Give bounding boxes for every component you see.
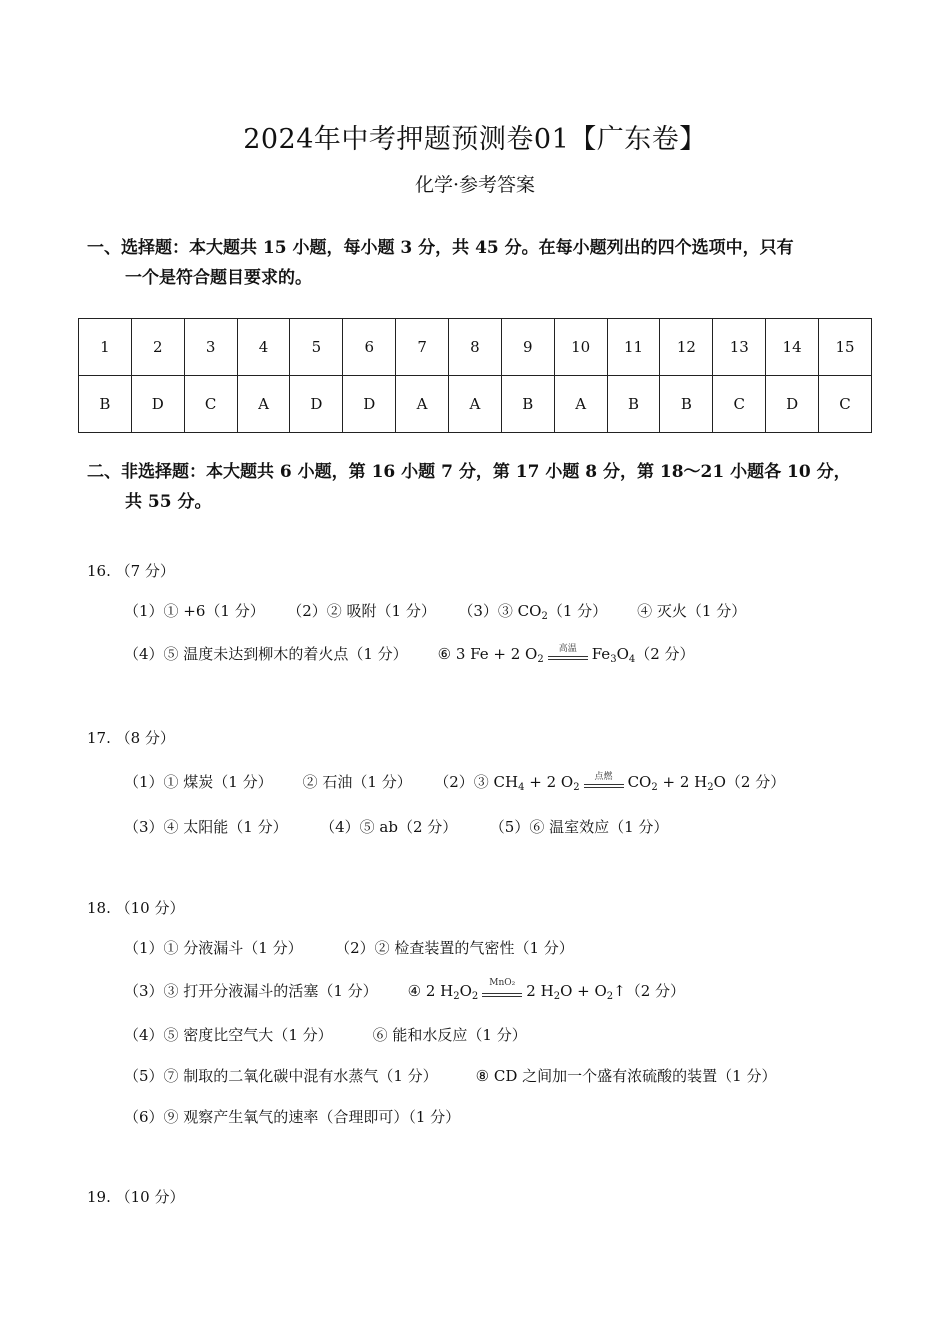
q17-line1: （1）① 煤炭（1 分） ② 石油（1 分） （2）③ $CH_4 + 2$ $O_2$ 点燃 $CO_2 + 2$ $H_2O(2$ 分） bbox=[124, 772, 786, 793]
equation-ch4-o2: （2）③ $CH_4 + 2$ $O_2$ 点燃 $CO_2 + 2$ $H_2O(2$ 分） bbox=[441, 772, 786, 793]
answer-number: 13 bbox=[713, 319, 766, 376]
answer-number: 3 bbox=[184, 319, 237, 376]
answer-letter: B bbox=[501, 376, 554, 433]
answer-number: 6 bbox=[343, 319, 396, 376]
answer-letter: C bbox=[819, 376, 872, 433]
equation-h2o2: ④ 2 $H_2O_2$ MnO₂ 2 $H_2O$ + $O_2↑(2$ 分） bbox=[407, 978, 686, 1002]
q19-heading: 19. （10 分） bbox=[87, 1188, 185, 1206]
q18-line3: （4）⑤ 密度比空气大（1 分） ⑥ 能和水反应（1 分） bbox=[124, 1026, 527, 1044]
answer-number-row bbox=[79, 319, 872, 376]
answer-number: 15 bbox=[819, 319, 872, 376]
answer-table bbox=[78, 318, 872, 433]
answer-letter: D bbox=[343, 376, 396, 433]
answer-number: 1 bbox=[79, 319, 132, 376]
q17-line2: （3）④ 太阳能（1 分） （4）⑤ ab（2 分） （5）⑥ 温室效应（1 分） bbox=[124, 818, 669, 836]
reaction-condition-sign: MnO₂ bbox=[482, 984, 522, 1000]
section1-heading: 一、选择题：本大题共 15 小题，每小题 3 分，共 45 分。在每小题列出的四个选项中，只有 一个是符合题目要求的。 bbox=[87, 238, 794, 288]
page-subtitle: 化学·参考答案 bbox=[414, 174, 536, 196]
reaction-condition-sign: 高温 bbox=[548, 647, 588, 663]
reaction-condition-sign: 点燃 bbox=[584, 775, 624, 791]
answer-number: 11 bbox=[607, 319, 660, 376]
answer-letter: A bbox=[554, 376, 607, 433]
answer-number: 5 bbox=[290, 319, 343, 376]
q18-line2: （3）③ 打开分液漏斗的活塞（1 分） ④ 2 $H_2O_2$ MnO₂ 2 $H_2O$ + $O_2↑(2$ 分） bbox=[124, 978, 686, 1002]
q17-heading: 17. （8 分） bbox=[87, 729, 175, 747]
answer-number: 4 bbox=[237, 319, 290, 376]
q16-line2: （4）⑤ 温度未达到柳木的着火点（1 分） ⑥ 3 Fe + 2 $O_2$ 高温 $Fe_3O_4(2$ 分） bbox=[124, 644, 695, 665]
answer-letter: D bbox=[131, 376, 184, 433]
answer-letter: B bbox=[660, 376, 713, 433]
page-title: 2024年中考押题预测卷01【广东卷】 bbox=[243, 124, 707, 155]
answer-number: 10 bbox=[554, 319, 607, 376]
answer-letter: A bbox=[396, 376, 449, 433]
q18-line1: （1）① 分液漏斗（1 分） （2）② 检查装置的气密性（1 分） bbox=[124, 939, 574, 957]
answer-letter: A bbox=[237, 376, 290, 433]
q16-heading: 16. （7 分） bbox=[87, 562, 175, 580]
q18-line5: （6）⑨ 观察产生氧气的速率（合理即可）（1 分） bbox=[124, 1108, 461, 1126]
answer-letter-row bbox=[79, 376, 872, 433]
answer-number: 12 bbox=[660, 319, 713, 376]
answer-letter: C bbox=[713, 376, 766, 433]
answer-number: 8 bbox=[449, 319, 502, 376]
answer-letter: B bbox=[79, 376, 132, 433]
q18-line4: （5）⑦ 制取的二氧化碳中混有水蒸气（1 分） ⑧ CD 之间加一个盛有浓硫酸的装置（1 分） bbox=[124, 1067, 777, 1085]
answer-number: 14 bbox=[766, 319, 819, 376]
section2-heading: 二、非选择题：本大题共 6 小题，第 16 小题 7 分，第 17 小题 8 分，第 18～21 小题各 10 分， 共 55 分。 bbox=[87, 462, 851, 512]
answer-letter: C bbox=[184, 376, 237, 433]
answer-number: 2 bbox=[131, 319, 184, 376]
equation-fe-o2: ⑥ 3 Fe + 2 $O_2$ 高温 $Fe_3O_4(2$ 分） bbox=[437, 644, 695, 665]
answer-letter: D bbox=[766, 376, 819, 433]
q16-line1: （1）① +6（1 分） （2）② 吸附（1 分） （3）③ $CO_2(1$ 分） ④ 灭火（1 分） bbox=[124, 602, 747, 622]
q18-heading: 18. （10 分） bbox=[87, 899, 185, 917]
answer-number: 9 bbox=[501, 319, 554, 376]
answer-letter: B bbox=[607, 376, 660, 433]
answer-letter: D bbox=[290, 376, 343, 433]
answer-number: 7 bbox=[396, 319, 449, 376]
answer-letter: A bbox=[449, 376, 502, 433]
